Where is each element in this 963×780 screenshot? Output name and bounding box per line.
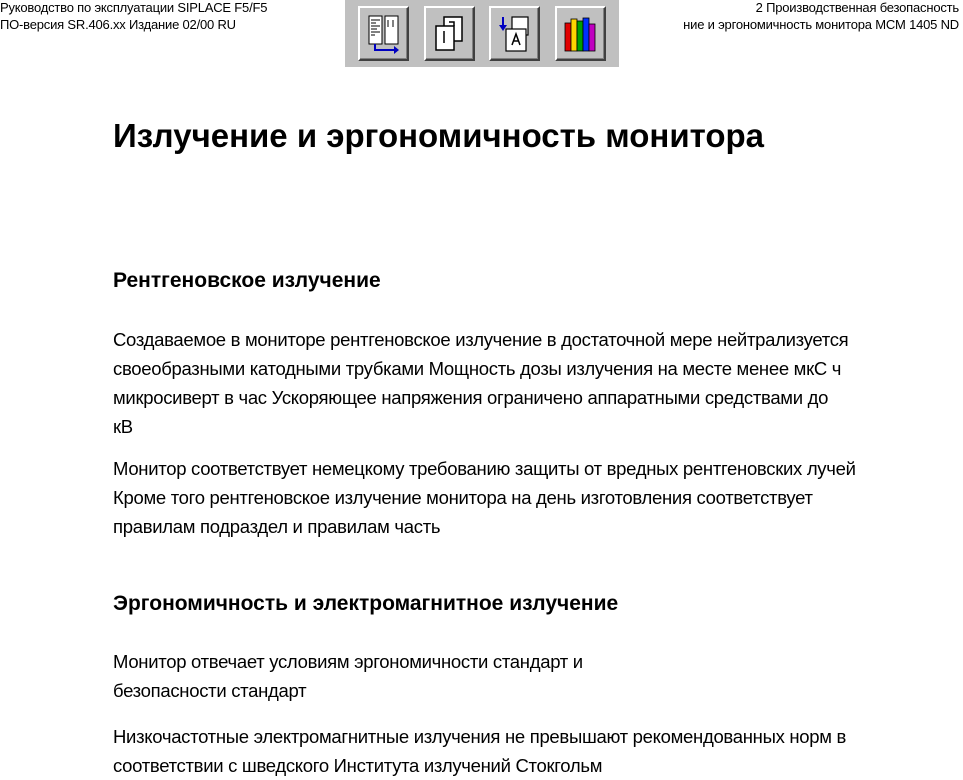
page-title: Излучение и эргономичность монитора bbox=[113, 117, 765, 154]
library-button[interactable] bbox=[555, 6, 606, 61]
header-chapter: 2 Производственная безопасность bbox=[755, 0, 959, 15]
text-line: Создаваемое в мониторе рентгеновское излучение в достаточной мере нейтрализуется bbox=[113, 329, 849, 350]
search-icon bbox=[495, 13, 535, 55]
section-heading-xray: Рентгеновское излучение bbox=[113, 269, 381, 292]
text-line: безопасности стандарт bbox=[113, 680, 307, 701]
text-line: Монитор соответствует немецкому требованию защиты от вредных рентгеновских лучей bbox=[113, 458, 856, 479]
header-version: ПО-версия SR.406.xx Издание 02/00 RU bbox=[0, 17, 236, 32]
contents-button[interactable] bbox=[358, 6, 409, 61]
pages-icon bbox=[429, 13, 469, 55]
text-line: соответствии с шведского Института излучений Стокгольм bbox=[113, 755, 603, 776]
navigation-toolbar bbox=[345, 0, 619, 67]
text-line: своеобразными катодными трубками Мощность дозы излучения на месте менее мкС ч bbox=[113, 358, 842, 379]
paragraph-xray-compliance bbox=[113, 454, 856, 541]
text-line: Монитор отвечает условиям эргономичности стандарт и bbox=[113, 651, 583, 672]
contents-icon bbox=[364, 13, 404, 55]
text-line: Кроме того рентгеновское излучение монитора на день изготовления соответствует bbox=[113, 487, 813, 508]
text-line: кВ bbox=[113, 416, 133, 437]
section-heading-ergonomics: Эргономичность и электромагнитное излучение bbox=[113, 592, 619, 615]
pages-button[interactable] bbox=[424, 6, 475, 61]
text-line: правилам подраздел и правилам часть bbox=[113, 516, 441, 537]
paragraph-emission bbox=[113, 722, 846, 780]
paragraph-xray-dose bbox=[113, 325, 848, 441]
paragraph-ergonomics bbox=[113, 647, 583, 705]
text-line: микросиверт в час Ускоряющее напряжения ограничено аппаратными средствами до bbox=[113, 387, 829, 408]
search-button[interactable] bbox=[489, 6, 540, 61]
header-manual-title: Руководство по эксплуатации SIPLACE F5/F5 bbox=[0, 0, 268, 15]
text-line: Низкочастотные электромагнитные излучения не превышают рекомендованных норм в bbox=[113, 726, 847, 747]
library-icon bbox=[560, 13, 600, 55]
header-topic: ние и эргономичность монитора MCM 1405 ND bbox=[683, 17, 959, 32]
